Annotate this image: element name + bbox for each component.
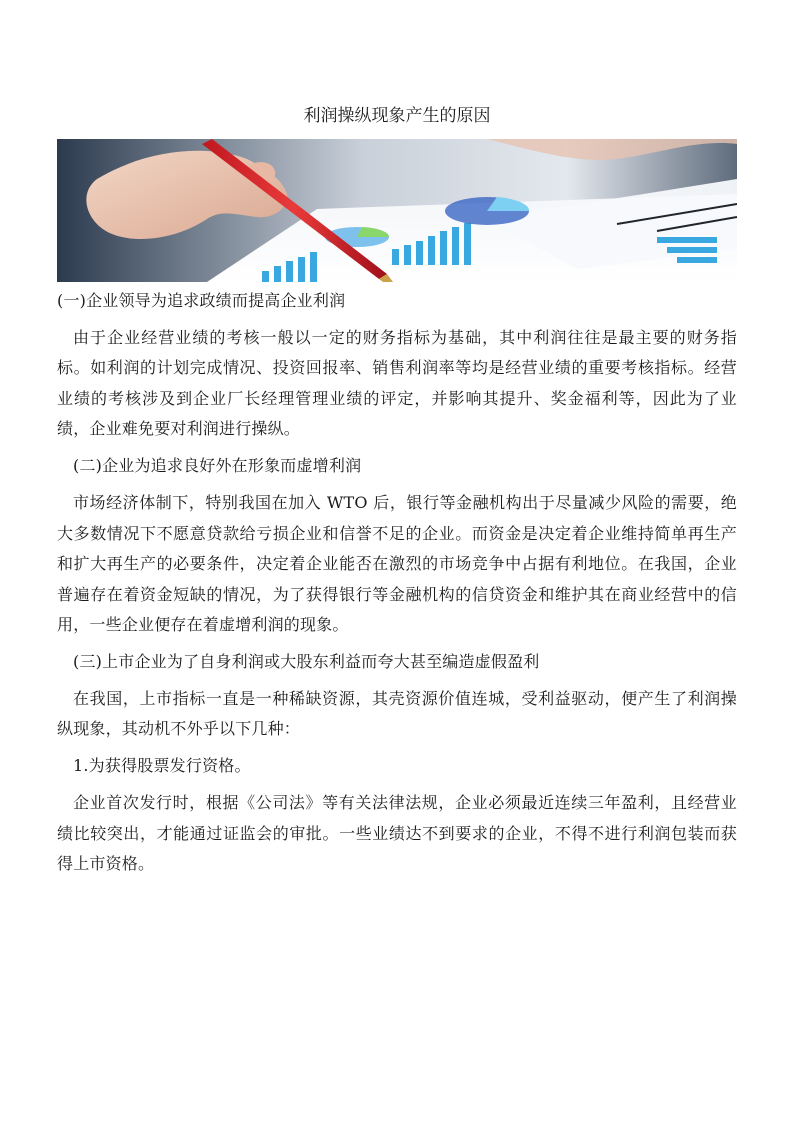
body-paragraph-4: 企业首次发行时，根据《公司法》等有关法律法规，企业必须最近连续三年盈利，且经营业绩比较突出，才能通过证监会的审批。一些业绩达不到要求的企业，不得不进行利润包装而获得上市资格。 xyxy=(57,793,737,874)
body-paragraph-1: 由于企业经营业绩的考核一般以一定的财务指标为基础，其中利润往往是最主要的财务指标。如利润的计划完成情况、投资回报率、销售利润率等均是经营业绩的重要考核指标。经营业绩的考核涉及到企业厂长经理管理业绩的评定，并影响其提升、奖金福利等，因此为了业绩，企业难免要对利润进行操纵。 xyxy=(57,327,737,439)
hand-holding-pen-over-charts-image xyxy=(57,139,737,282)
body-paragraph-2: 市场经济体制下，特别我国在加入 WTO 后，银行等金融机构出于尽量减少风险的需要，绝大多数情况下不愿意贷款给亏损企业和信誉不足的企业。而资金是决定着企业维持简单再生产和扩大再生产的必要条件，决定着企业能否在激烈的市场竞争中占据有利地位。在我国，企业普遍存在着资金短缺的情况，为了获得银行等金融机构的信贷资金和维护其在商业经营中的信用，一些企业便存在着虚增利润的现象。 xyxy=(57,493,737,635)
article-body xyxy=(57,286,737,886)
banner-image xyxy=(57,139,737,282)
list-item-heading-1: 1.为获得股票发行资格。 xyxy=(73,756,251,776)
body-paragraph-3: 在我国，上市指标一直是一种稀缺资源，其壳资源价值连城，受利益驱动，便产生了利润操纵现象，其动机不外乎以下几种： xyxy=(57,688,737,739)
section-heading-3: (三)上市企业为了自身利润或大股东利益而夸大甚至编造虚假盈利 xyxy=(73,652,540,672)
section-heading-2: (二)企业为追求良好外在形象而虚增利润 xyxy=(73,456,362,476)
section-heading-1: (一)企业领导为追求政绩而提高企业利润 xyxy=(57,291,346,310)
page-title: 利润操纵现象产生的原因 xyxy=(303,106,491,126)
